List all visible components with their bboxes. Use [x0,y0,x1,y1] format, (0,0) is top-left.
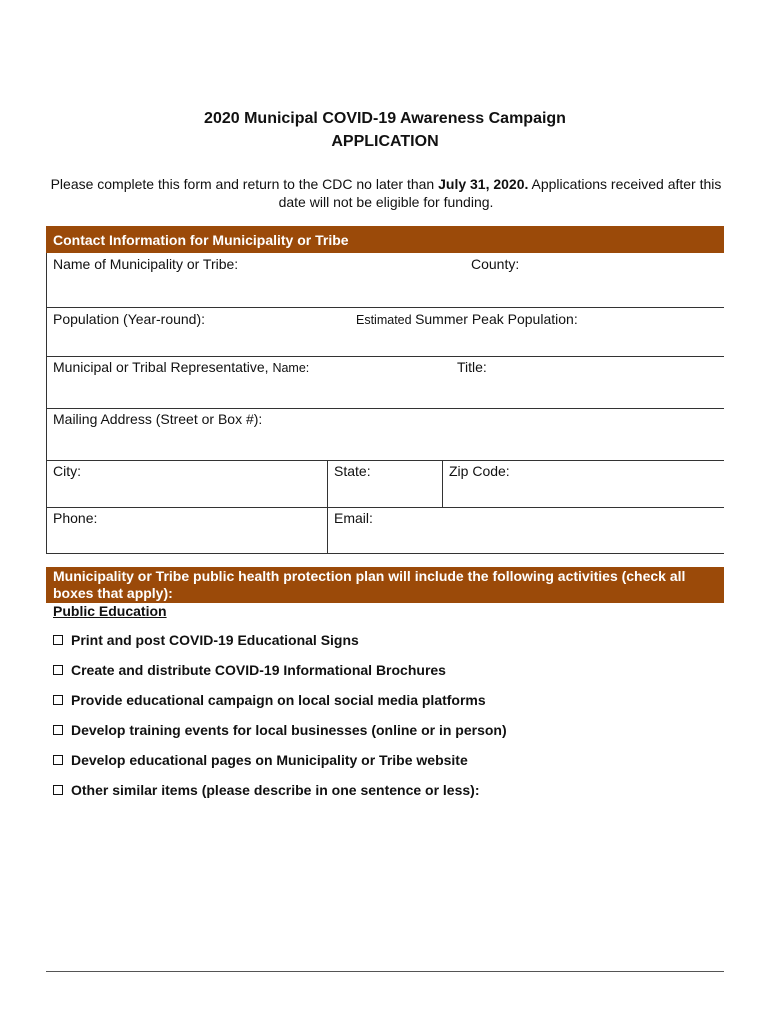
form-title: 2020 Municipal COVID-19 Awareness Campaign [204,110,566,127]
summer-peak-prefix: Estimated [356,313,416,327]
table-left-border [46,253,47,554]
column-divider [442,460,443,507]
summer-peak-label: Summer Peak Population: [415,311,578,327]
checkbox-icon[interactable] [53,725,63,735]
population-field[interactable]: Population (Year-round): [53,311,206,327]
checkbox-item[interactable] [53,662,446,678]
city-field[interactable]: City: [53,463,81,479]
checkbox-label: Develop educational pages on Municipality or Tribe website [71,752,468,768]
public-education-heading: Public Education [53,603,167,619]
email-field[interactable]: Email: [334,510,373,526]
mailing-address-field[interactable]: Mailing Address (Street or Box #): [53,411,263,427]
checkbox-icon[interactable] [53,635,63,645]
checkbox-label: Print and post COVID-19 Educational Signs [71,632,359,648]
checkbox-icon[interactable] [53,785,63,795]
state-field[interactable]: State: [334,463,371,479]
representative-title-field[interactable]: Title: [457,359,487,375]
row-divider [46,408,724,409]
representative-label: Municipal or Tribal Representative, [53,359,273,375]
phone-field[interactable]: Phone: [53,510,98,526]
checkbox-icon[interactable] [53,695,63,705]
representative-name-field[interactable] [53,359,309,375]
activities-section-header: Municipality or Tribe public health protection plan will include the following activities (check all boxes that apply): [46,567,724,603]
county-field[interactable]: County: [471,256,520,272]
form-subtitle: APPLICATION [331,133,439,150]
row-divider [46,460,724,461]
municipality-name-field[interactable]: Name of Municipality or Tribe: [53,256,239,272]
checkbox-label: Provide educational campaign on local social media platforms [71,692,486,708]
checkbox-item[interactable] [53,692,486,708]
row-divider [46,307,724,308]
checkbox-icon[interactable] [53,665,63,675]
checkbox-label: Develop training events for local businesses (online or in person) [71,722,507,738]
checkbox-item[interactable] [53,752,468,768]
intro-paragraph [50,175,722,211]
checkbox-item[interactable] [53,632,359,648]
checkbox-item[interactable] [53,782,480,798]
checkbox-icon[interactable] [53,755,63,765]
row-divider [46,507,724,508]
intro-text-after: Applications received after this date will not be eligible for funding. [278,176,722,210]
contact-section-header: Contact Information for Municipality or Tribe [46,226,724,253]
summer-peak-population-field[interactable] [356,311,578,327]
deadline-date: July 31, 2020. [438,176,529,192]
table-bottom-border [46,553,724,554]
zip-code-field[interactable]: Zip Code: [449,463,510,479]
footer-divider [46,971,724,972]
representative-name-label: Name: [272,361,310,375]
intro-text-before: Please complete this form and return to the CDC no later than [50,176,439,192]
checkbox-item[interactable] [53,722,507,738]
checkbox-label: Other similar items (please describe in one sentence or less): [71,782,480,798]
checkbox-label: Create and distribute COVID-19 Informational Brochures [71,662,446,678]
row-divider [46,356,724,357]
